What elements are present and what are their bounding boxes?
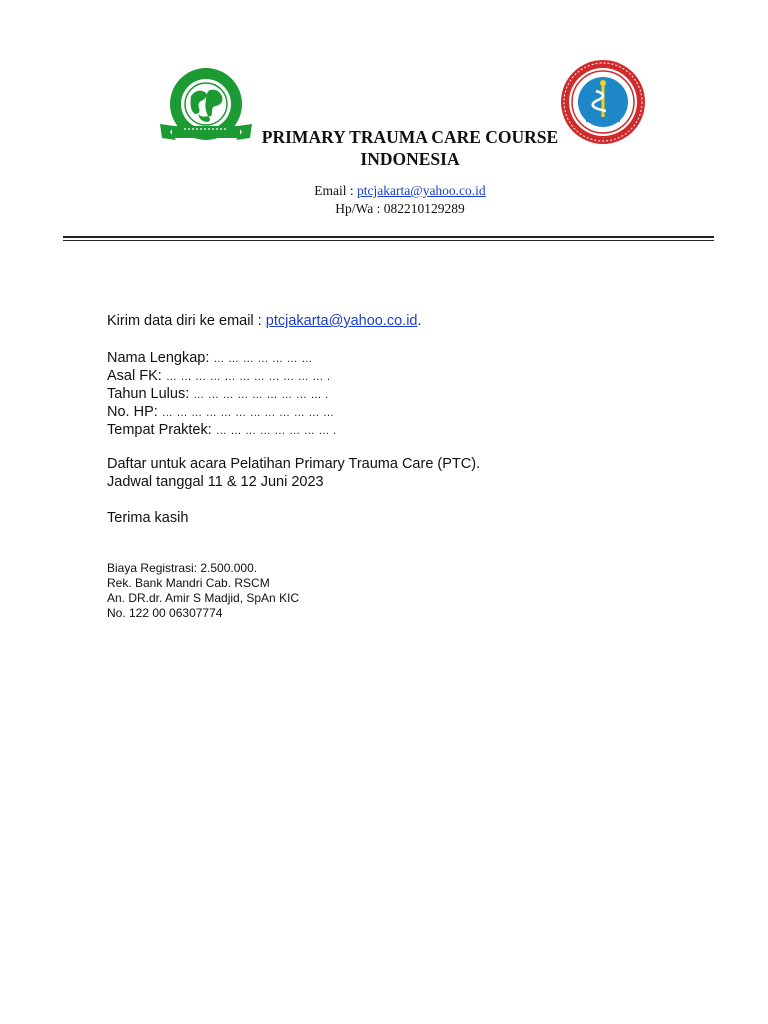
event-schedule: Jadwal tanggal 11 & 12 Juni 2023 <box>107 474 324 490</box>
field-label: Tempat Praktek: <box>107 422 216 438</box>
header-email-link[interactable]: ptcjakarta@yahoo.co.id <box>357 183 486 198</box>
instruction-period: . <box>417 313 422 329</box>
field-label: No. HP: <box>107 404 162 420</box>
field-blank: … … … … … … … … … . <box>193 389 329 401</box>
field-tempat-praktek <box>107 421 336 440</box>
instruction-line <box>107 312 422 330</box>
email-label: Email : <box>314 183 358 198</box>
contact-phone-line: Hp/Wa : 082210129289 <box>335 201 465 216</box>
instruction-email-link[interactable]: ptcjakarta@yahoo.co.id <box>265 313 418 329</box>
account-holder: An. DR.dr. Amir S Madjid, SpAn KIC <box>107 591 300 605</box>
field-label: Asal FK: <box>107 368 166 384</box>
field-label: Nama Lengkap: <box>107 350 214 366</box>
header-divider-thin <box>63 240 714 241</box>
field-blank: … … … … … … … … … … … . <box>165 371 331 383</box>
registration-fee: Biaya Registrasi: 2.500.000. <box>107 561 258 575</box>
course-title-line-2: INDONESIA <box>360 149 460 169</box>
field-no-hp <box>107 403 334 422</box>
header-divider-thick <box>63 236 714 238</box>
field-label: Tahun Lulus: <box>107 386 194 402</box>
field-nama-lengkap <box>107 349 313 368</box>
closing-thanks: Terima kasih <box>107 510 189 526</box>
event-description: Daftar untuk acara Pelatihan Primary Trauma Care (PTC). <box>107 456 481 472</box>
bank-name: Rek. Bank Mandri Cab. RSCM <box>107 576 270 590</box>
contact-email-line <box>230 182 570 200</box>
field-tahun-lulus <box>107 385 329 404</box>
instruction-text: Kirim data diri ke email : <box>107 313 266 329</box>
field-blank: … … … … … … … <box>213 353 313 365</box>
field-asal-fk <box>107 367 330 386</box>
account-number: No. 122 00 06307774 <box>107 606 223 620</box>
course-title-line-1: PRIMARY TRAUMA CARE COURSE <box>261 127 559 147</box>
field-blank: … … … … … … … … … … … … <box>161 407 335 419</box>
field-blank: … … … … … … … … . <box>215 425 337 437</box>
